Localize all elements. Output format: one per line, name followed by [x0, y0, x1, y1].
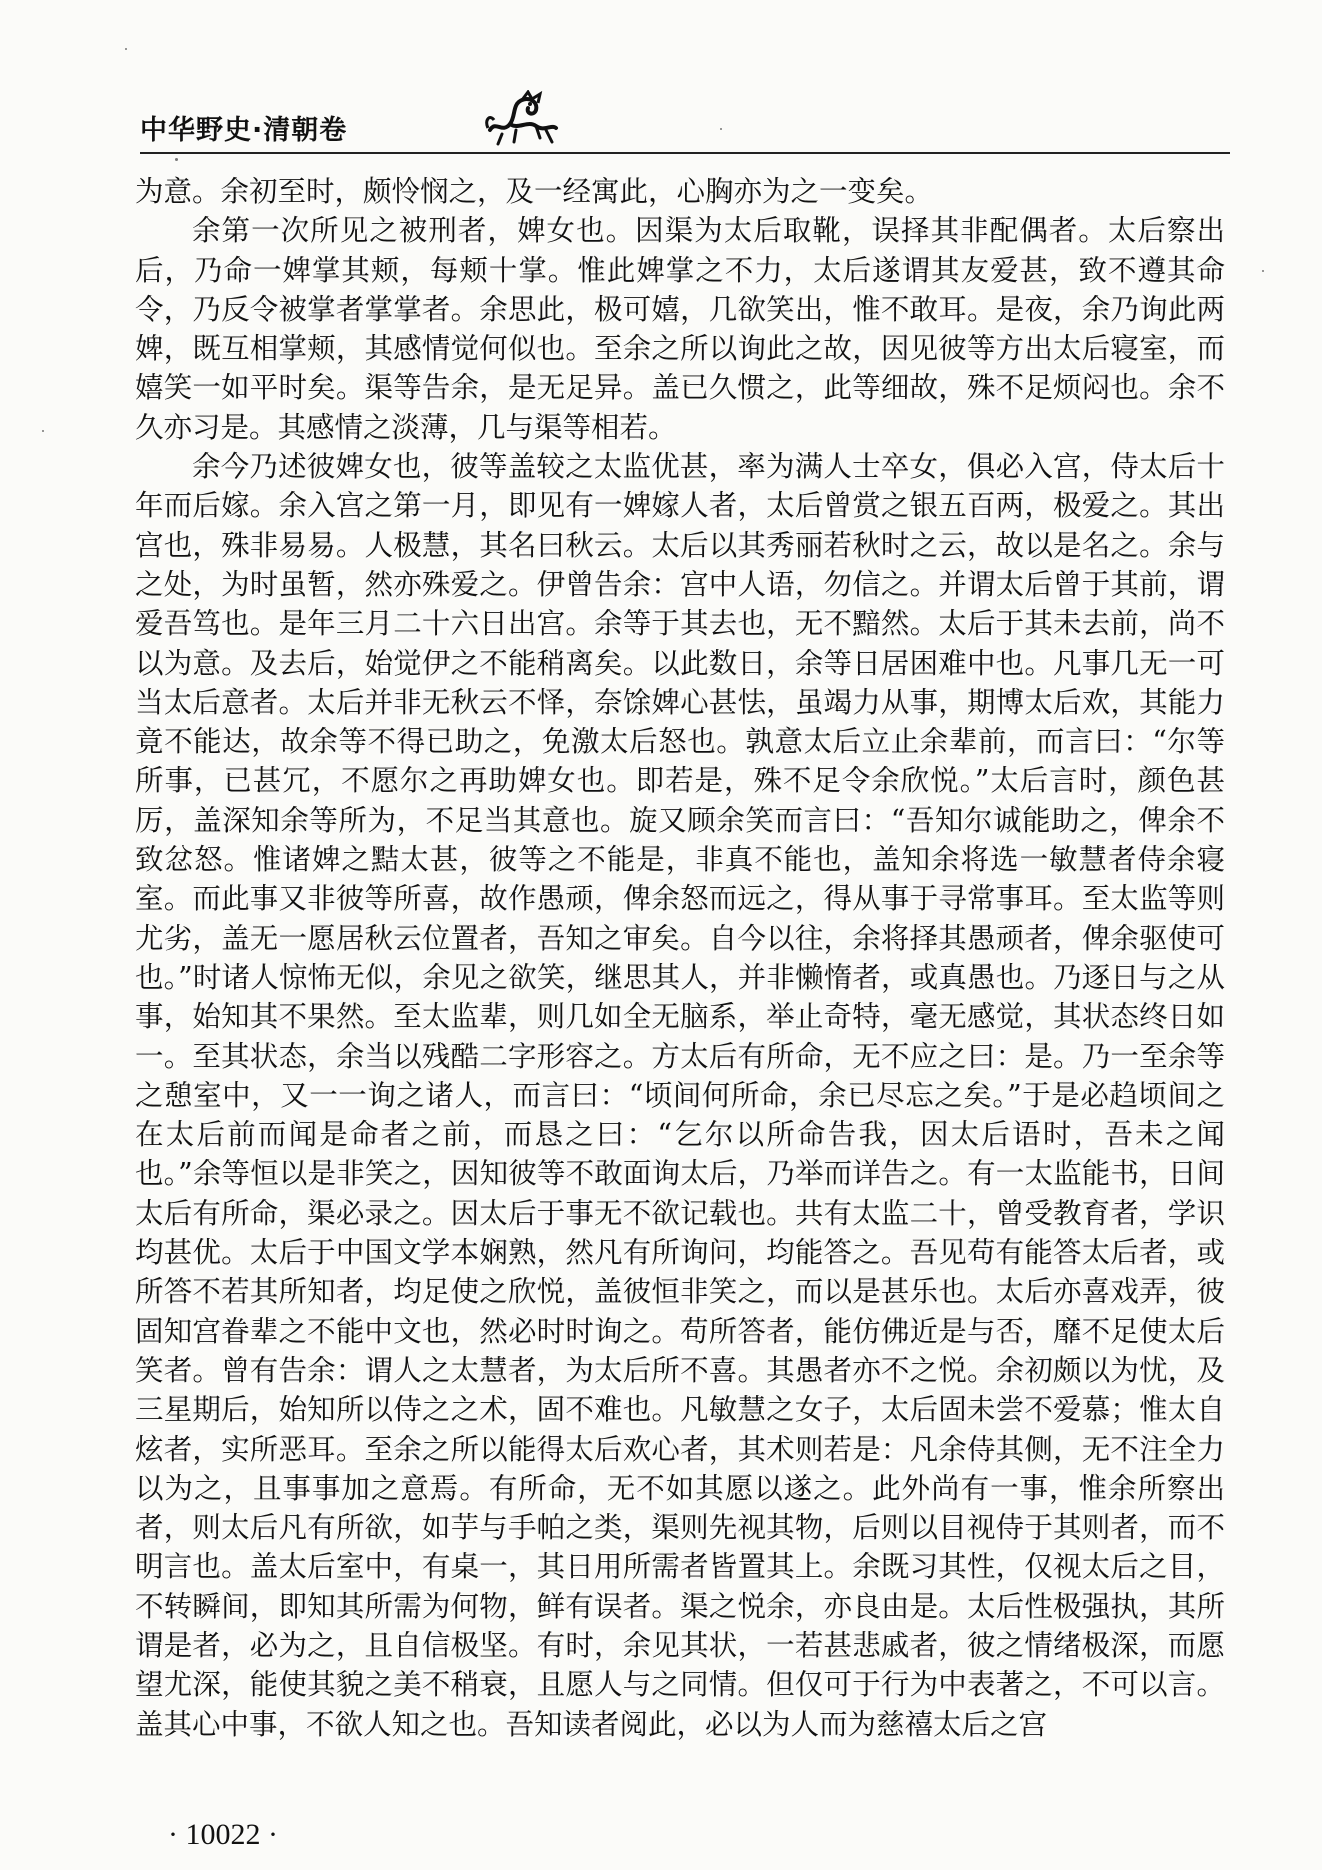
paragraph: 余今乃述彼婢女也，彼等盖较之太监优甚，率为满人士卒女，俱必入宫，侍太后十年而后嫁。余入宫之第一月，即见有一婢嫁人者，太后曾赏之银五百两，极爱之。其出宫也，殊非易易。人极慧，其名曰秋云。太后以其秀丽若秋时之云，故以是名之。余与之处，为时虽暂，然亦殊爱之。伊曾告余：宫中人语，勿信之。并谓太后曾于其前，谓爱吾笃也。是年三月二十六日出宫。余等于其去也，无不黯然。太后于其未去前，尚不以为意。及去后，始觉伊之不能稍离矣。以此数日，余等日居困难中也。凡事几无一可当太后意者。太后并非无秋云不怿，奈馀婢心甚怯，虽竭力从事，期博太后欢，其能力竟不能达，故余等不得已助之，免激太后怒也。孰意太后立止余辈前，而言曰：“尔等所事，已甚冗，不愿尔之再助婢女也。即若是，殊不足令余欣悦。”太后言时，颜色甚厉，盖深知余等所为，不足当其意也。旋又顾余笑而言曰：“吾知尔诚能助之，俾余不致忿怒。惟诸婢之黠太甚，彼等之不能是，非真不能也，盖知余将选一敏慧者侍余寝室。而此事又非彼等所喜，故作愚顽，俾余怒而远之，得从事于寻常事耳。至太监等则尤劣，盖无一愿居秋云位置者，吾知之审矣。自今以往，余将择其愚顽者，俾余驱使可也。”时诸人惊怖无似，余见之欲笑，继思其人，并非懒惰者，或真愚也。乃逐日与之从事，始知其不果然。至太监辈，则几如全无脑系，举止奇特，毫无感觉，其状态终日如一。至其状态，余当以残酷二字形容之。方太后有所命，无不应之曰：是。乃一至余等之憩室中，又一一询之诸人，而言曰：“顷间何所命，余已尽忘之矣。”于是必趋顷间之在太后前而闻是命者之前，而恳之曰：“乞尔以所命告我，因太后语时，吾未之闻也。”余等恒以是非笑之，因知彼等不敢面询太后，乃举而详告之。有一太监能书，日间太后有所命，渠必录之。因太后于事无不欲记载也。共有太监二十，曾受教育者，学识均甚优。太后于中国文学本娴熟，然凡有所询问，均能答之。吾见苟有能答太后者，或所答不若其所知者，均足使之欣悦，盖彼恒非笑之，而以是甚乐也。太后亦喜戏弄，彼固知宫眷辈之不能中文也，然必时时询之。苟所答者，能仿佛近是与否，靡不足使太后笑者。曾有告余：谓人之太慧者，为太后所不喜。其愚者亦不之悦。余初颇以为忧，及三星期后，始知所以侍之之术，固不难也。凡敏慧之女子，太后固未尝不爱慕；惟太自炫者，实所恶耳。至余之所以能得太后欢心者，其术则若是：凡余侍其侧，无不注全力以为之，且事事加之意焉。有所命，无不如其愿以遂之。此外尚有一事，惟余所察出者，则太后凡有所欲，如芋与手帕之类，渠则先视其物，后则以目视侍于其则者，而不明言也。盖太后室中，有桌一，其日用所需者皆置其上。余既习其性，仅视太后之目，不转瞬间，即知其所需为何物，鲜有误者。渠之悦余，亦良由是。太后性极强执，其所谓是者，必为之，且自信极坚。有时，余见其状，一若甚悲戚者，彼之情绪极深，而愿望尤深，能使其貌之美不稍衰，且愿人与之同情。但仅可于行为中表著之，不可以言。盖其心中事，不欲人知之也。吾知读者阅此，必以为人而为慈禧太后之宫: [135, 450, 1225, 1741]
dragon-emblem-icon: [482, 90, 562, 152]
paragraph: 余第一次所见之被刑者，婢女也。因渠为太后取靴，误择其非配偶者。太后察出后，乃命一婢掌其颊，每颊十掌。惟此婢掌之不力，太后遂谓其友爱甚，致不遵其命令，乃反令被掌者掌掌者。余思此，极可嬉，几欲笑出，惟不敢耳。是夜，余乃询此两婢，既互相掌颊，其感情觉何似也。至余之所以询此之故，因见彼等方出太后寝室，而嬉笑一如平时矣。渠等告余，是无足异。盖已久惯之，此等细故，殊不足烦闷也。余不久亦习是。其感情之淡薄，几与渠等相若。: [135, 214, 1225, 444]
scan-speck: [1262, 270, 1264, 272]
header-rule: [140, 152, 1230, 154]
scan-speck: [720, 128, 722, 130]
scan-speck: [175, 158, 178, 161]
page-number: · 10022 ·: [168, 1818, 278, 1851]
book-title: 中华野史·清朝卷: [140, 115, 348, 146]
running-header: [140, 96, 1230, 158]
paragraph: 为意。余初至时，颇怜悯之，及一经寓此，心胸亦为之一变矣。: [135, 175, 934, 208]
scan-speck: [125, 48, 127, 50]
scan-speck: [42, 430, 44, 432]
body-text: [135, 172, 1225, 1744]
